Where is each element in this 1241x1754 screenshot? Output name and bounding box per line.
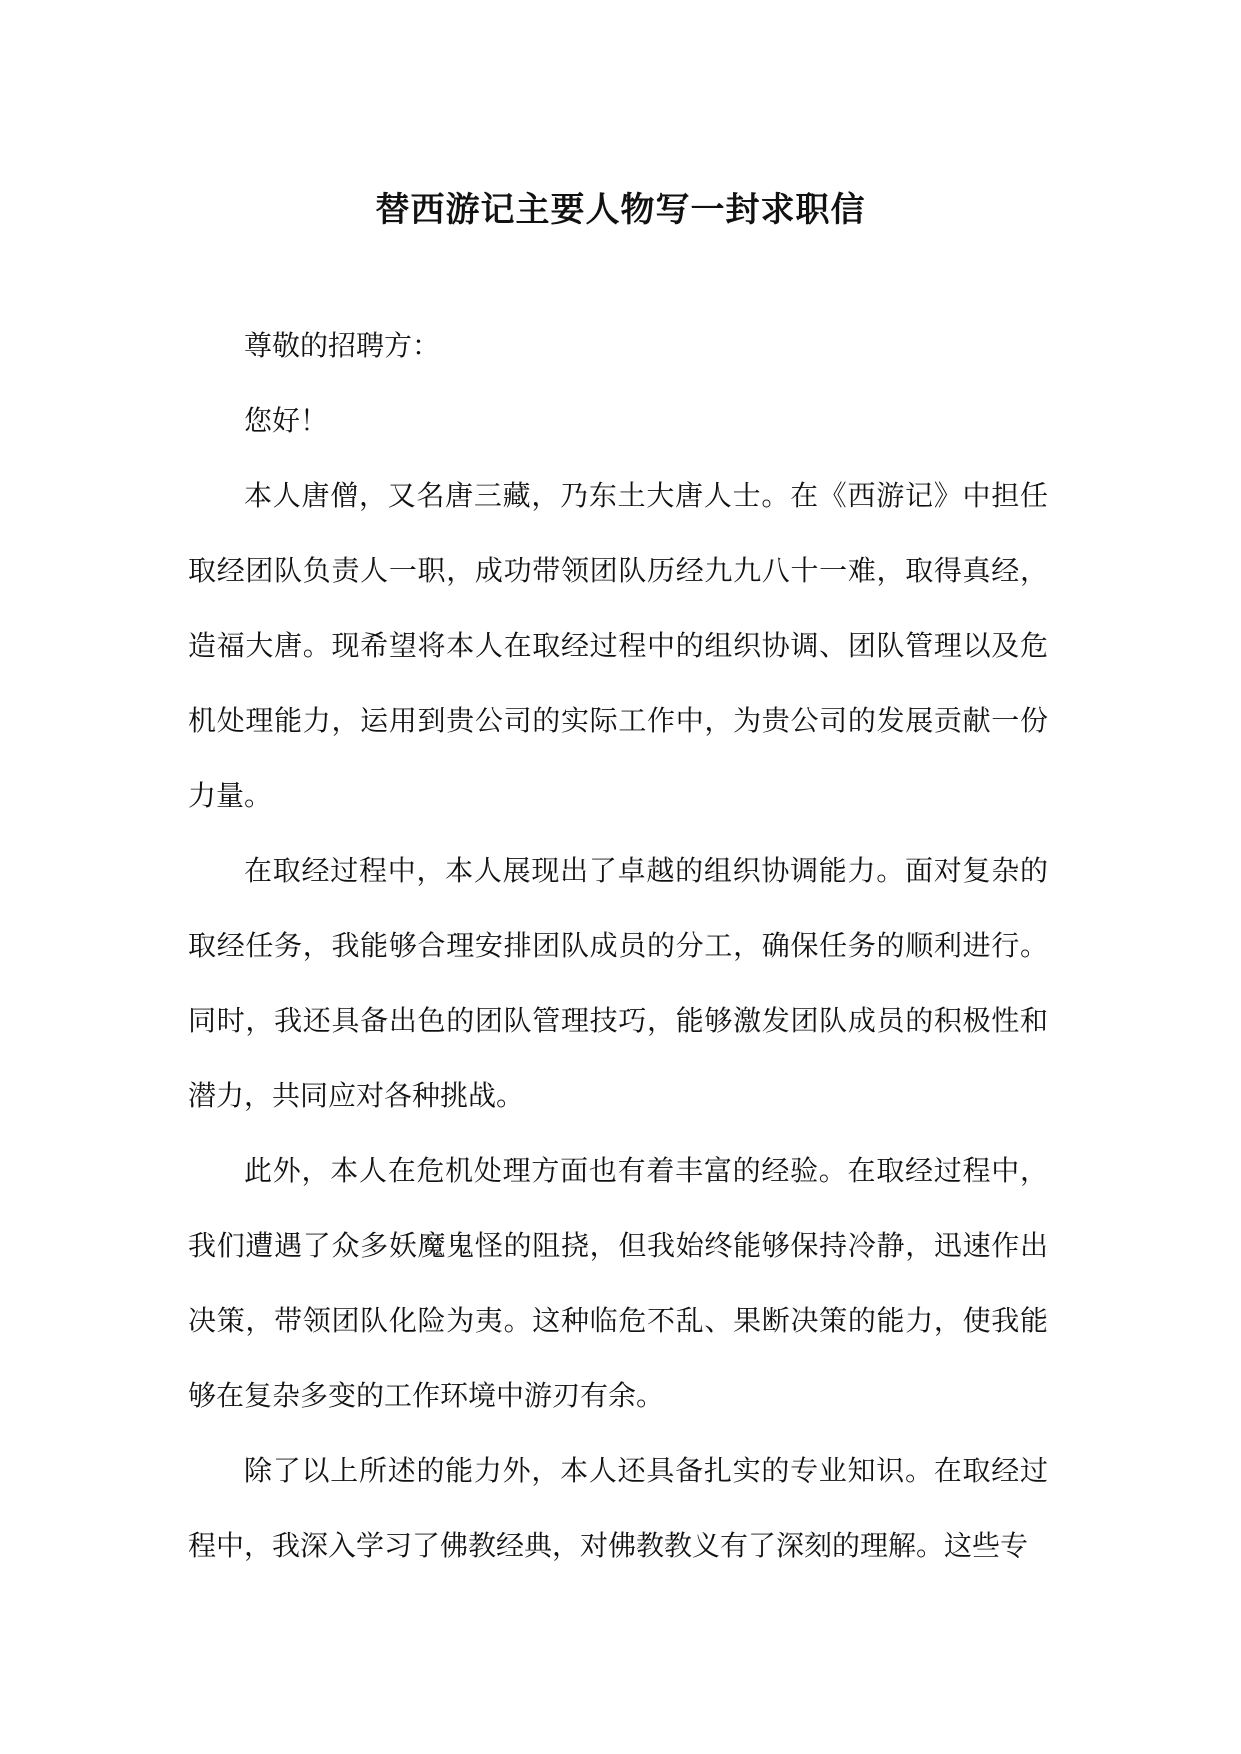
salutation: 尊敬的招聘方：: [244, 329, 441, 362]
paragraph-1: 本人唐僧，又名唐三藏，乃东土大唐人士。在《西游记》中担任取经团队负责人一职，成功带领团队历经九九八十一难，取得真经，造福大唐。现希望将本人在取经过程中的组织协调、团队管理以及危机处理能力，运用到贵公司的实际工作中，为贵公司的发展贡献一份力量。: [188, 479, 1048, 812]
paragraph-4: 除了以上所述的能力外，本人还具备扎实的专业知识。在取经过程中，我深入学习了佛教经典，对佛教教义有了深刻的理解。这些专: [188, 1454, 1048, 1562]
document-title: 替西游记主要人物写一封求职信: [375, 190, 866, 230]
paragraph-3: 此外，本人在危机处理方面也有着丰富的经验。在取经过程中，我们遭遇了众多妖魔鬼怪的阻挠，但我始终能够保持冷静，迅速作出决策，带领团队化险为夷。这种临危不乱、果断决策的能力，使我能够在复杂多变的工作环境中游刃有余。: [188, 1154, 1048, 1412]
letter-body: [188, 308, 1048, 1583]
paragraph-2: 在取经过程中，本人展现出了卓越的组织协调能力。面对复杂的取经任务，我能够合理安排团队成员的分工，确保任务的顺利进行。同时，我还具备出色的团队管理技巧，能够激发团队成员的积极性和潜力，共同应对各种挑战。: [188, 854, 1048, 1112]
greeting: 您好！: [244, 404, 329, 437]
